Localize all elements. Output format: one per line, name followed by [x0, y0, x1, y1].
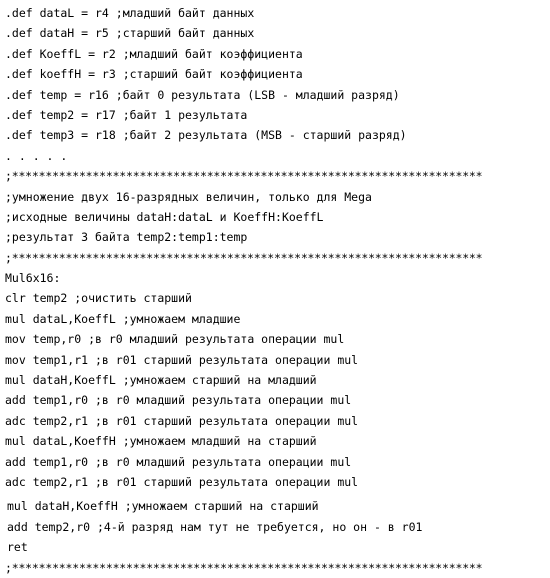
- code-line-add-temp2: add temp2,r0 ;4-й разряд нам тут не требуется, но он - в r01: [7, 519, 423, 534]
- code-line-def-temp: .def temp = r16 ;байт 0 результата (LSB - младший разряд): [5, 87, 400, 102]
- code-line-ellipsis: . . . . .: [5, 148, 68, 163]
- code-line-def-temp2: .def temp2 = r17 ;байт 1 результата: [5, 107, 248, 122]
- code-line-add-temp1: add temp1,r0 ;в r0 младший результата операции mul: [5, 454, 352, 469]
- code-label-mul16x16: Mul6x16:: [5, 271, 61, 286]
- code-line-mul-low-high: mul dataL,KoeffH ;умножаем младший на старший: [5, 434, 317, 449]
- code-line-def-koeffh: .def koeffH = r3 ;старший байт коэффициента: [5, 67, 303, 82]
- code-line-def-temp3: .def temp3 = r18 ;байт 2 результата (MSB - старший разряд): [5, 128, 407, 143]
- code-line-def-datah: .def dataH = r5 ;старший байт данных: [5, 26, 255, 41]
- comment-separator-line: ;**********************************************************************: [5, 560, 483, 575]
- code-line-mul-high-low: mul dataH,KoeffL ;умножаем старший на младший: [5, 373, 317, 388]
- comment-line-result: ;результат 3 байта temp2:temp1:temp: [5, 230, 248, 245]
- code-line-mul-low: mul dataL,KoeffL ;умножаем младшие: [5, 311, 241, 326]
- code-line-add-temp1: add temp1,r0 ;в r0 младший результата операции mul: [5, 393, 352, 408]
- code-listing: [5, 3, 545, 578]
- code-line-adc-temp2: adc temp2,r1 ;в r01 старший результата операции mul: [5, 474, 359, 489]
- code-line-def-koeffl: .def KoeffL = r2 ;младший байт коэффициента: [5, 46, 303, 61]
- code-line-mov-temp1: mov temp1,r1 ;в r01 старший результата операции mul: [5, 352, 359, 367]
- code-line-adc-temp2: adc temp2,r1 ;в r01 старший результата операции mul: [5, 413, 359, 428]
- comment-separator-line: ;**********************************************************************: [5, 250, 483, 265]
- code-line-ret: ret: [7, 540, 28, 555]
- code-line-mul-high-high: mul dataH,KoeffH ;умножаем старший на старший: [7, 499, 319, 514]
- comment-separator-line: ;**********************************************************************: [5, 169, 483, 184]
- comment-line-inputs: ;исходные величины dataH:dataL и KoeffH:KoeffL: [5, 209, 324, 224]
- code-line-mov-temp: mov temp,r0 ;в r0 младший результата операции mul: [5, 332, 345, 347]
- comment-line-description: ;умножение двух 16-разрядных величин, только для Mega: [5, 189, 372, 204]
- code-line-clr: clr temp2 ;очистить старший: [5, 291, 192, 306]
- code-line-def-datal: .def dataL = r4 ;младший байт данных: [5, 6, 255, 20]
